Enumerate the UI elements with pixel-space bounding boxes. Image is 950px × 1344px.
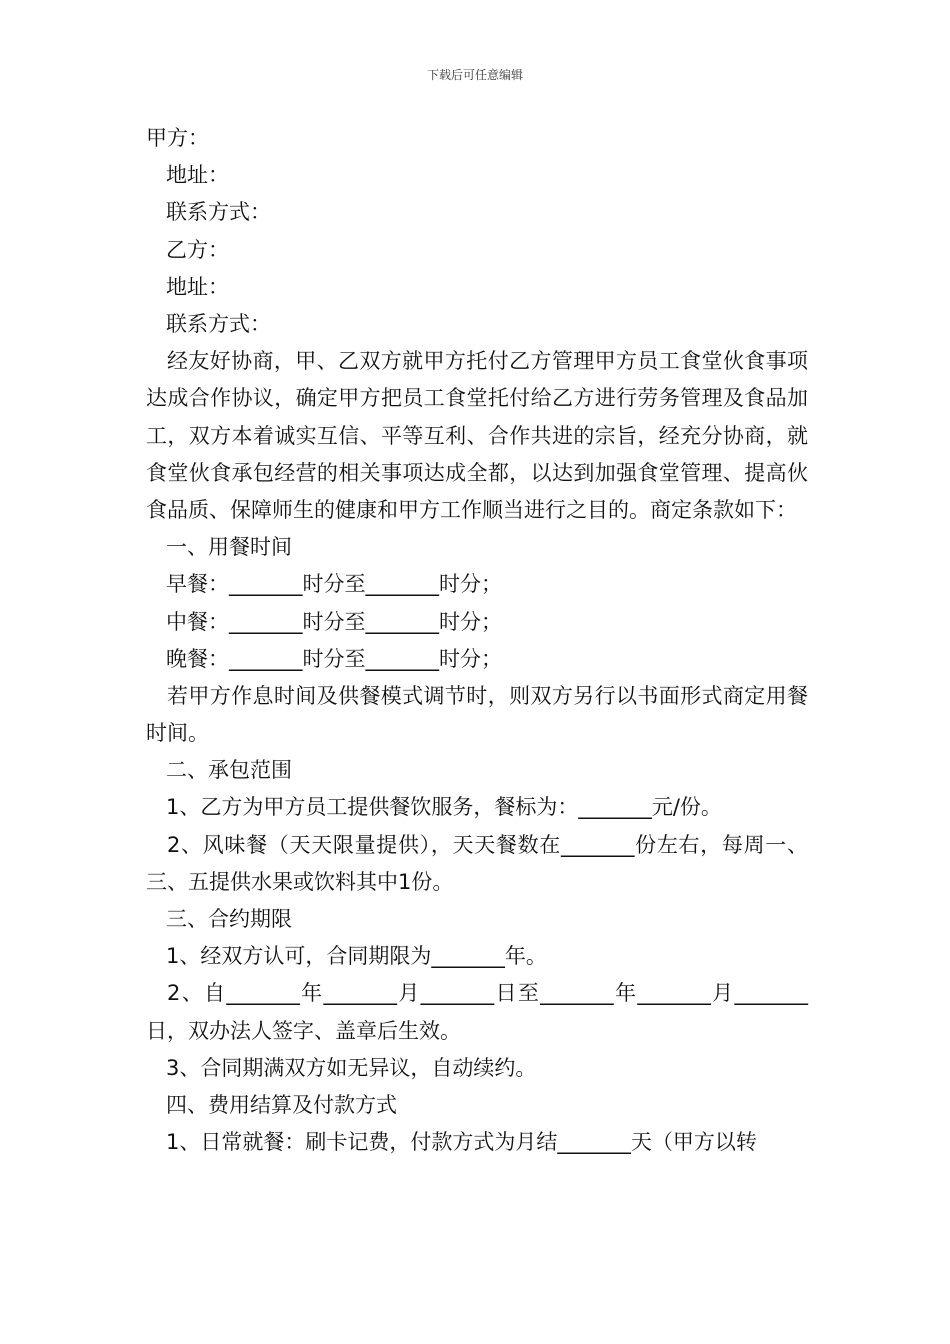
section-4-title: 四、费用结算及付款方式 <box>166 1093 397 1118</box>
schedule-note: 若甲方作息时间及供餐模式调节时，则双方另行以书面形式商定用餐时间。 <box>146 683 808 746</box>
party-a-address: 地址： <box>166 163 229 188</box>
term-item-2: 2、自_______年_______月_______日至_______年_______月_______日，双办法人签字、盖章后生效。 <box>146 981 808 1043</box>
section-1-title: 一、用餐时间 <box>166 535 292 560</box>
term-item-1: 1、经双方认可，合同期限为_______年。 <box>166 944 547 969</box>
breakfast-time: 早餐：_______时分至_______时分； <box>166 572 502 597</box>
dinner-time: 晚餐：_______时分至_______时分； <box>166 646 502 671</box>
section-2-title: 二、承包范围 <box>166 758 292 783</box>
party-b-label: 乙方： <box>166 237 229 262</box>
scope-item-1: 1、乙方为甲方员工提供餐饮服务，餐标为：_______元/份。 <box>166 795 722 820</box>
contract-body <box>146 120 808 1161</box>
party-b-contact: 联系方式： <box>166 311 271 336</box>
header-note: 下载后可任意编辑 <box>426 68 523 82</box>
scope-item-2: 2、风味餐（天天限量提供），天天餐数在_______份左右，每周一、三、五提供水果或饮料其中1份。 <box>146 832 808 894</box>
lunch-time: 中餐：_______时分至_______时分； <box>166 609 502 634</box>
party-a-contact: 联系方式： <box>166 200 271 225</box>
term-item-3: 3、合同期满双方如无异议，自动续约。 <box>166 1055 537 1080</box>
party-b-address: 地址： <box>166 274 229 299</box>
intro-paragraph: 经友好协商，甲、乙双方就甲方托付乙方管理甲方员工食堂伙食事项达成合作协议，确定甲方把员工食堂托付给乙方进行劳务管理及食品加工，双方本着诚实互信、平等互利、合作共进的宗旨，经充分协商，就食堂伙食承包经营的相关事项达成全都，以达到加强食堂管理、提高伙食品质、保障师生的健康和甲方工作顺当进行之目的。商定条款如下： <box>146 349 808 522</box>
section-3-title: 三、合约期限 <box>166 907 292 932</box>
payment-item-1: 1、日常就餐：刷卡记费，付款方式为月结_______天（甲方以转 <box>166 1130 757 1155</box>
party-a-label: 甲方： <box>146 126 209 150</box>
